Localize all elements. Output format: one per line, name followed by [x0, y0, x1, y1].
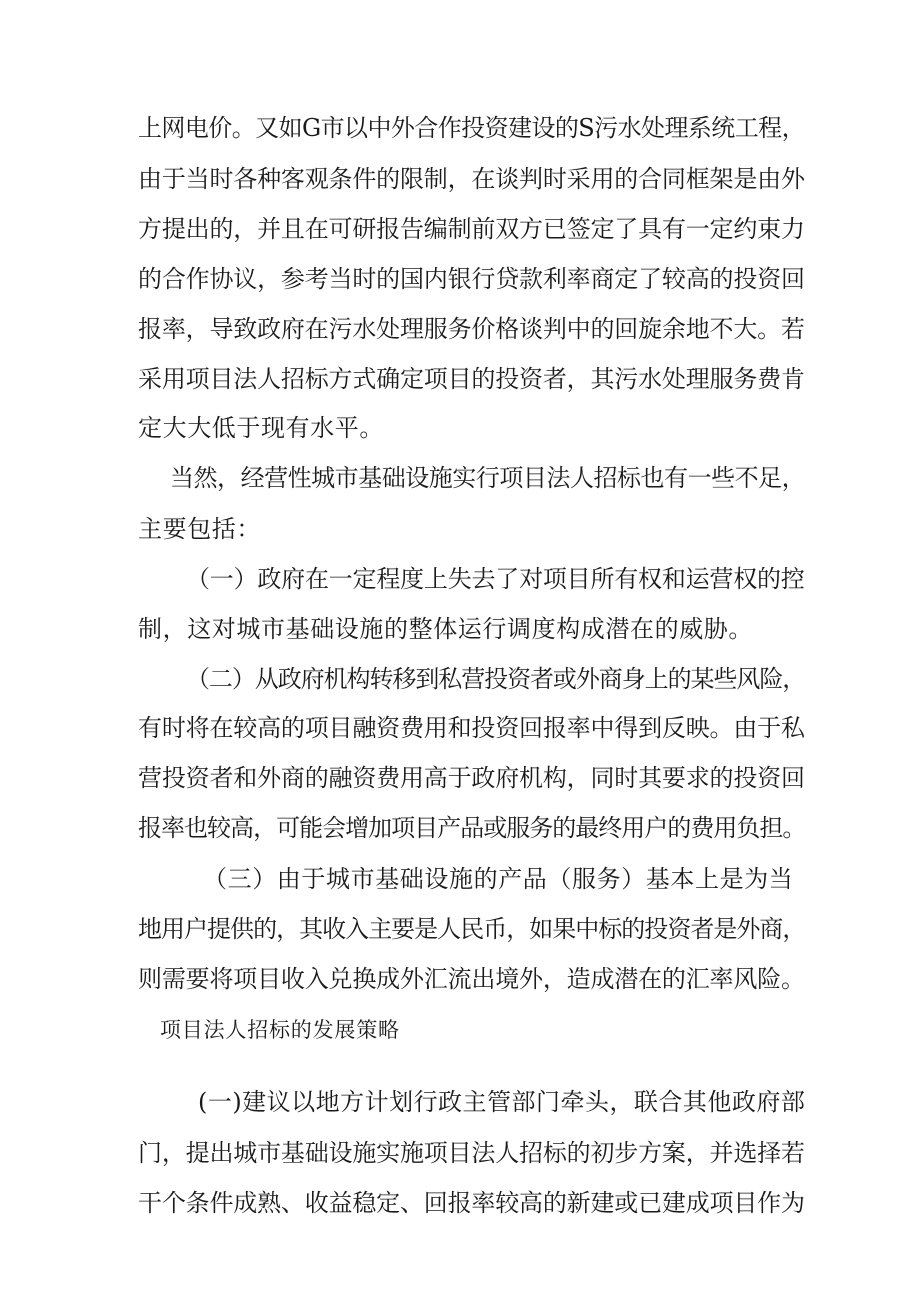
text-line-18: 则需要将项目收入兑换成外汇流出境外，造成潜在的汇率风险。 [138, 965, 805, 993]
section-heading: 项目法人招标的发展策略 [160, 1018, 400, 1042]
text-line-10: （一）政府在一定程度上失去了对项目所有权和运营权的控 [186, 565, 805, 593]
text-line-9: 主要包括： [138, 515, 261, 543]
text-line-7: 定大大低于现有水平。 [138, 414, 384, 442]
text-line-11: 制，这对城市基础设施的整体运行调度构成潜在的威胁。 [138, 615, 753, 643]
text-line-4: 的合作协议，参考当时的国内银行贷款利率商定了较高的投资回 [138, 265, 805, 293]
text-line-14: 营投资者和外商的融资费用高于政府机构，同时其要求的投资回 [138, 764, 805, 792]
text-line-15: 报率也较高，可能会增加项目产品或服务的最终用户的费用负担。 [138, 814, 806, 842]
text-line-5: 报率，导致政府在污水处理服务价格谈判中的回旋余地不大。若 [138, 315, 805, 343]
text-line-1: 上网电价。又如G市以中外合作投资建设的S污水处理系统工程， [138, 114, 806, 142]
text-line-2: 由于当时各种客观条件的限制，在谈判时采用的合同框架是由外 [138, 165, 805, 193]
text-line-20: (一)建议以地方计划行政主管部门牵头，联合其他政府部 [198, 1088, 806, 1116]
text-line-16: （三）由于城市基础设施的产品（服务）基本上是为当 [203, 865, 794, 893]
text-line-17: 地用户提供的，其收入主要是人民币，如果中标的投资者是外商， [138, 915, 806, 943]
text-line-13: 有时将在较高的项目融资费用和投资回报率中得到反映。由于私 [138, 714, 805, 742]
text-line-8: 当然，经营性城市基础设施实行项目法人招标也有一些不足， [170, 464, 806, 492]
text-line-12: （二）从政府机构转移到私营投资者或外商身上的某些风险， [186, 665, 806, 693]
text-line-3: 方提出的，并且在可研报告编制前双方已签定了具有一定约束力 [138, 215, 805, 243]
text-line-21: 门，提出城市基础设施实施项目法人招标的初步方案，并选择若 [138, 1139, 805, 1167]
text-line-22: 干个条件成熟、收益稳定、回报率较高的新建或已建成项目作为 [138, 1189, 805, 1217]
text-line-6: 采用项目法人招标方式确定项目的投资者，其污水处理服务费肯 [138, 365, 805, 393]
